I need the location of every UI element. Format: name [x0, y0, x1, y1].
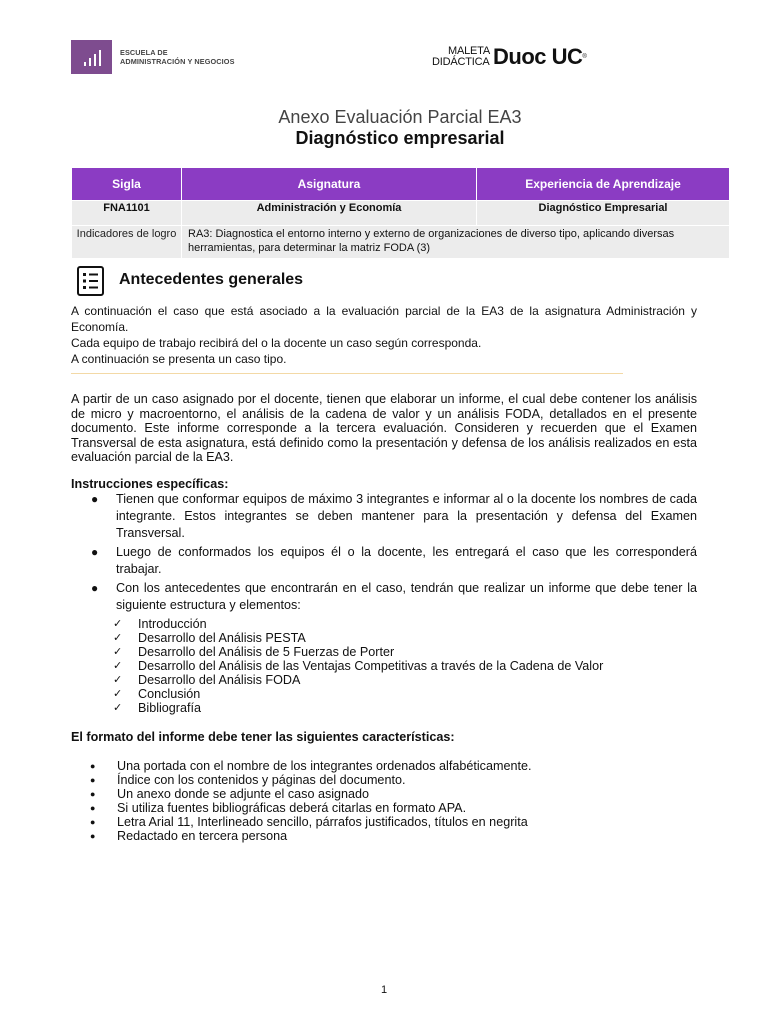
bullet-icon: ● — [91, 581, 99, 595]
bullet-icon: ● — [91, 492, 99, 506]
brand-text: Duoc UC — [493, 44, 583, 69]
list-item-text: Redactado en tercera persona — [117, 829, 288, 843]
list-item-text: Desarrollo del Análisis PESTA — [138, 631, 306, 645]
formato-title: El formato del informe debe tener las siguientes características: — [71, 730, 455, 744]
list-item-text: Con los antecedentes que encontrarán en el caso, tendrán que realizar un informe que debe tener la siguiente estructura y elementos: — [116, 581, 697, 612]
header-asignatura: Asignatura — [182, 168, 477, 201]
checkmark-icon: ✓ — [113, 660, 123, 672]
list-item-text: Desarrollo del Análisis FODA — [138, 673, 301, 687]
didactica-text: DIDÁCTICA — [432, 56, 490, 68]
page-number: 1 — [380, 984, 388, 996]
table-header-row — [72, 168, 730, 201]
table-row — [72, 226, 730, 259]
list-item — [71, 787, 531, 801]
checkmark-icon: ✓ — [113, 702, 123, 714]
bullet-icon: ● — [90, 789, 96, 799]
list-item-text: Desarrollo del Análisis de 5 Fuerzas de Porter — [138, 645, 395, 659]
cell-indicadores-text: RA3: Diagnostica el entorno interno y externo de organizaciones de diverso tipo, aplicando diversas herramientas, para determinar la matriz FODA (3) — [182, 226, 730, 259]
list-item — [71, 801, 531, 815]
registered-mark: ® — [582, 54, 587, 60]
list-item — [113, 701, 603, 715]
section-title-antecedentes: Antecedentes generales — [119, 271, 304, 288]
header-sigla: Sigla — [72, 168, 182, 201]
checklist-icon — [76, 265, 106, 302]
list-item-text: Un anexo donde se adjunte el caso asignado — [117, 787, 370, 801]
bar-chart-icon — [71, 40, 112, 74]
paragraph: Cada equipo de trabajo recibirá del o la docente un caso según corresponda. — [71, 336, 482, 350]
school-logo — [71, 40, 235, 74]
paragraph: A continuación el caso que está asociado a la evaluación parcial de la EA3 de la asignatura Administración y Economía. — [71, 304, 697, 334]
list-item-text: Si utiliza fuentes bibliográficas deberá citarlas en formato APA. — [117, 801, 467, 815]
list-item — [71, 815, 531, 829]
maleta-text: MALETA — [448, 45, 490, 57]
checkmark-icon: ✓ — [113, 688, 123, 700]
list-item-text: Una portada con el nombre de los integrantes ordenados alfabéticamente. — [117, 759, 532, 773]
header-experiencia: Experiencia de Aprendizaje — [477, 168, 730, 201]
brand-name — [493, 46, 586, 68]
list-item-text: Tienen que conformar equipos de máximo 3 integrantes e informar al o la docente los nombres de cada integrante. Estos integrantes se deben mantener para la presentación y defensa del Examen Transversal. — [116, 492, 697, 540]
list-item — [71, 829, 531, 843]
school-line-2: ADMINISTRACIÓN Y NEGOCIOS — [120, 57, 235, 66]
bullet-icon: ● — [90, 803, 96, 813]
list-item-text: Bibliografía — [138, 701, 202, 715]
list-item-text: Luego de conformados los equipos él o la docente, les entregará el caso que les corresponderá trabajar. — [116, 545, 697, 576]
maleta-didactica — [432, 46, 490, 68]
list-item-text: Índice con los contenidos y páginas del documento. — [117, 773, 406, 787]
cell-indicadores-label: Indicadores de logro — [72, 226, 182, 259]
list-item — [113, 687, 603, 701]
checkmark-icon: ✓ — [113, 646, 123, 658]
paragraph: A continuación se presenta un caso tipo. — [71, 352, 287, 366]
list-item-text: Introducción — [138, 617, 207, 631]
list-item-text: Letra Arial 11, Interlineado sencillo, párrafos justificados, títulos en negrita — [117, 815, 528, 829]
cell-sigla: FNA1101 — [72, 201, 182, 226]
bullet-icon: ● — [90, 817, 96, 827]
checkmark-icon: ✓ — [113, 632, 123, 644]
divider — [71, 373, 623, 374]
course-info-table — [71, 167, 730, 259]
cell-experiencia: Diagnóstico Empresarial — [477, 201, 730, 226]
list-item — [71, 491, 697, 542]
list-item — [113, 617, 603, 631]
school-line-1: ESCUELA DE — [120, 48, 168, 57]
list-item — [113, 645, 603, 659]
list-item-text: Conclusión — [138, 687, 201, 701]
list-item — [113, 659, 603, 673]
instrucciones-title: Instrucciones específicas: — [71, 477, 229, 491]
list-item — [113, 673, 603, 687]
cell-asignatura: Administración y Economía — [182, 201, 477, 226]
list-item-text: Desarrollo del Análisis de las Ventajas Competitivas a través de la Cadena de Valor — [138, 659, 604, 673]
bullet-icon: ● — [90, 831, 96, 841]
antecedentes-text — [71, 303, 697, 367]
duoc-logo — [432, 46, 586, 68]
bullet-icon: ● — [90, 775, 96, 785]
document-title: Anexo Evaluación Parcial EA3 — [278, 107, 522, 127]
list-item — [113, 631, 603, 645]
table-row — [72, 201, 730, 226]
list-item — [71, 580, 697, 614]
case-description: A partir de un caso asignado por el docente, tienen que elaborar un informe, el cual debe contener los análisis de micro y macroentorno, el análisis de la cadena de valor y un análisis FODA, detallados en el presente documento. Este informe corresponde a la tercera evaluación. Consideren y recuerden que el Examen Transversal de esta asignatura, está definido como la presentación y defensa de los análisis realizados en esta evaluación parcial de la EA3. — [71, 392, 697, 464]
document-subtitle: Diagnóstico empresarial — [295, 128, 505, 148]
formato-list — [71, 759, 531, 843]
list-item — [71, 759, 531, 773]
list-item — [71, 773, 531, 787]
checkmark-icon: ✓ — [113, 674, 123, 686]
list-item — [71, 544, 697, 578]
bullet-icon: ● — [90, 761, 96, 771]
instrucciones-list — [71, 491, 697, 616]
estructura-list — [113, 617, 603, 715]
checkmark-icon: ✓ — [113, 618, 123, 630]
school-name — [120, 48, 235, 66]
bullet-icon: ● — [91, 545, 99, 559]
